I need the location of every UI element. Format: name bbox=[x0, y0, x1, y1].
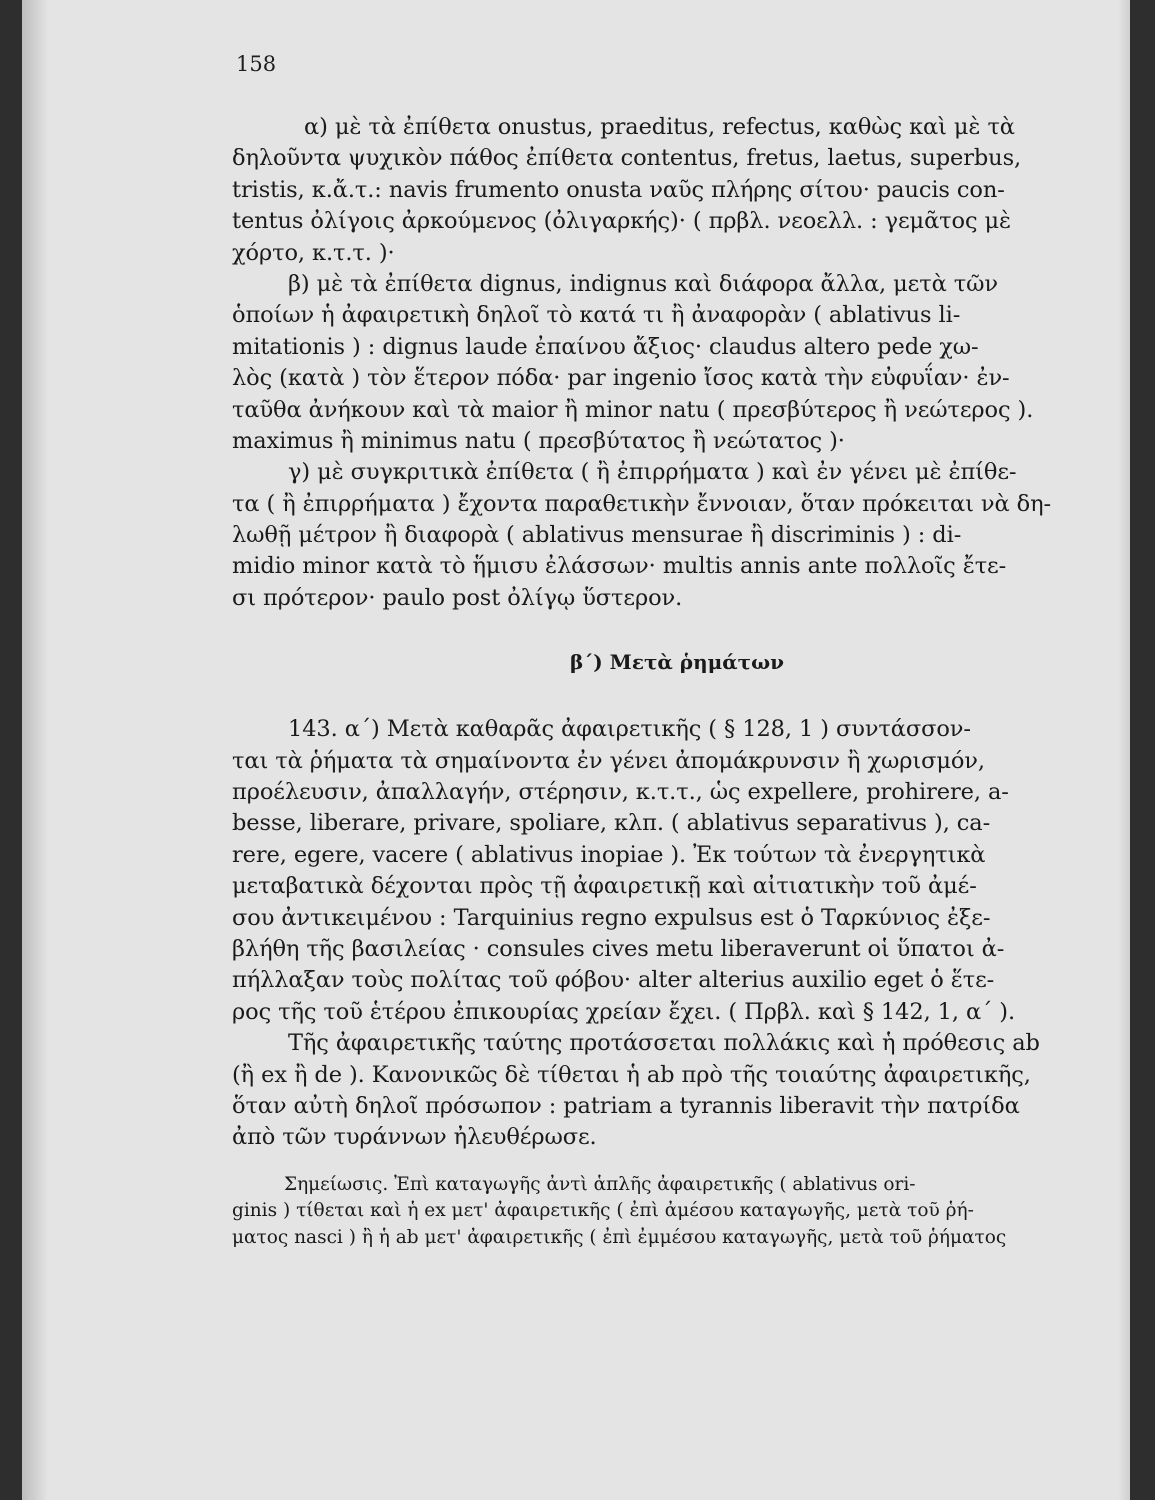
text-line: σου ἀντικειμένου : Tarquinius regno expulsus est ὁ Ταρκύνιος ἐξε- bbox=[232, 904, 991, 931]
text-line: ται τὰ ῥήματα τὰ σημαίνοντα ἐν γένει ἀπομάκρυνσιν ἢ χωρισμόν, bbox=[232, 747, 985, 774]
page-gutter-shadow bbox=[22, 0, 48, 1500]
text-line: rere, egere, vacere ( ablativus inopiae ). Ἐκ τούτων τὰ ἐνεργητικὰ bbox=[232, 841, 986, 868]
text-line: tentus ὀλίγοις ἀρκούμενος (ὀλιγαρκής)· ( πρβλ. νεοελλ. : γεμᾶτος μὲ bbox=[232, 208, 1012, 235]
page-body bbox=[232, 112, 1082, 1251]
text-line: 143. α΄) Μετὰ καθαρᾶς ἀφαιρετικῆς ( § 128, 1 ) συντάσσον- bbox=[288, 716, 971, 743]
note-line: ματος nasci ) ἢ ἡ ab μετ' ἀφαιρετικῆς ( ἐπὶ ἐμμέσου καταγωγῆς, μετὰ τοῦ ῥήματος bbox=[232, 1226, 1007, 1248]
text-line: besse, liberare, privare, spoliare, κλπ. ( ablativus separativus ), ca- bbox=[232, 810, 991, 837]
page-number: 158 bbox=[236, 52, 277, 76]
text-line: tristis, κ.ἄ.τ.: navis frumento onusta ναῦς πλήρης σίτου· paucis con- bbox=[232, 176, 1005, 203]
text-line: ὅταν αὐτὴ δηλοῖ πρόσωπον : patriam a tyrannis liberavit τὴν πατρίδα bbox=[232, 1092, 1020, 1119]
paragraph-gamma bbox=[232, 457, 1082, 614]
text-line: λωθῇ μέτρον ἢ διαφορὰ ( ablativus mensurae ἢ discriminis ) : di- bbox=[232, 522, 962, 549]
text-line: ρος τῆς τοῦ ἑτέρου ἐπικουρίας χρείαν ἔχει. ( Πρβλ. καὶ § 142, 1, α΄ ). bbox=[232, 998, 1016, 1025]
text-line: χόρτο, κ.τ.τ. )· bbox=[232, 239, 395, 266]
paragraph-beta bbox=[232, 269, 1082, 457]
page-edge bbox=[1118, 0, 1130, 1500]
text-line: β) μὲ τὰ ἐπίθετα dignus, indignus καὶ διάφορα ἄλλα, μετὰ τῶν bbox=[288, 270, 998, 297]
text-line: Τῆς ἀφαιρετικῆς ταύτης προτάσσεται πολλάκις καὶ ἡ πρόθεσις ab bbox=[288, 1030, 1040, 1057]
text-line: midio minor κατὰ τὸ ἥμισυ ἐλάσσων· multis annis ante πολλοῖς ἔτε- bbox=[232, 553, 1007, 580]
text-line: ἀπὸ τῶν τυράννων ἠλευθέρωσε. bbox=[232, 1124, 597, 1151]
text-line: (ἢ ex ἢ de ). Κανονικῶς δὲ τίθεται ἡ ab πρὸ τῆς τοιαύτης ἀφαιρετικῆς, bbox=[232, 1061, 1031, 1088]
paragraph-143-continued bbox=[232, 1028, 1082, 1154]
text-line: ὁποίων ἡ ἀφαιρετικὴ δηλοῖ τὸ κατά τι ἢ ἀναφορὰν ( ablativus li- bbox=[232, 302, 961, 329]
text-line: δηλοῦντα ψυχικὸν πάθος ἐπίθετα contentus, fretus, laetus, superbus, bbox=[232, 145, 1022, 172]
text-line: τα ( ἢ ἐπιρρήματα ) ἔχοντα παραθετικὴν ἔννοιαν, ὅταν πρόκειται νὰ δη- bbox=[232, 490, 1051, 517]
text-line: α) μὲ τὰ ἐπίθετα onustus, praeditus, refectus, καθὼς καὶ μὲ τὰ bbox=[304, 114, 1015, 140]
book-page bbox=[22, 0, 1130, 1500]
text-line: πήλλαξαν τοὺς πολίτας τοῦ φόβου· alter alterius auxilio eget ὁ ἕτε- bbox=[232, 967, 995, 994]
text-line: ταῦθα ἀνήκουν καὶ τὰ maior ἢ minor natu ( πρεσβύτερος ἢ νεώτερος ). bbox=[232, 396, 1034, 423]
footnote bbox=[232, 1172, 1082, 1252]
text-line: mitationis ) : dignus laude ἐπαίνου ἄξιος· claudus altero pede χω- bbox=[232, 333, 979, 360]
text-line: προέλευσιν, ἀπαλλαγήν, στέρησιν, κ.τ.τ., ὡς expellere, prohirere, a- bbox=[232, 779, 1009, 806]
text-line: λὸς (κατὰ ) τὸν ἕτερον πόδα· par ingenio ἴσος κατὰ τὴν εὐφυΐαν· ἐν- bbox=[232, 365, 1010, 392]
text-line: βλήθη τῆς βασιλείας · consules cives metu liberaverunt οἱ ὕπατοι ἀ- bbox=[232, 935, 1005, 962]
paragraph-alpha bbox=[232, 112, 1082, 269]
text-line: γ) μὲ συγκριτικὰ ἐπίθετα ( ἢ ἐπιρρήματα ) καὶ ἐν γένει μὲ ἐπίθε- bbox=[288, 459, 1017, 486]
text-line: maximus ἢ minimus natu ( πρεσβύτατος ἢ νεώτατος )· bbox=[232, 427, 845, 454]
note-line: Σημείωσις. Ἐπὶ καταγωγῆς ἀντὶ ἁπλῆς ἀφαιρετικῆς ( ablativus ori- bbox=[284, 1173, 916, 1195]
section-heading: β΄) Μετὰ ῥημάτων bbox=[569, 650, 785, 675]
text-line: μεταβατικὰ δέχονται πρὸς τῇ ἀφαιρετικῇ καὶ αἰτιατικὴν τοῦ ἀμέ- bbox=[232, 873, 977, 900]
paragraph-143 bbox=[232, 714, 1082, 1028]
text-line: σι πρότερον· paulo post ὀλίγῳ ὕστερον. bbox=[232, 584, 683, 611]
note-line: ginis ) τίθεται καὶ ἡ ex μετ' ἀφαιρετικῆς ( ἐπὶ ἀμέσου καταγωγῆς, μετὰ τοῦ ῥή- bbox=[232, 1200, 974, 1222]
